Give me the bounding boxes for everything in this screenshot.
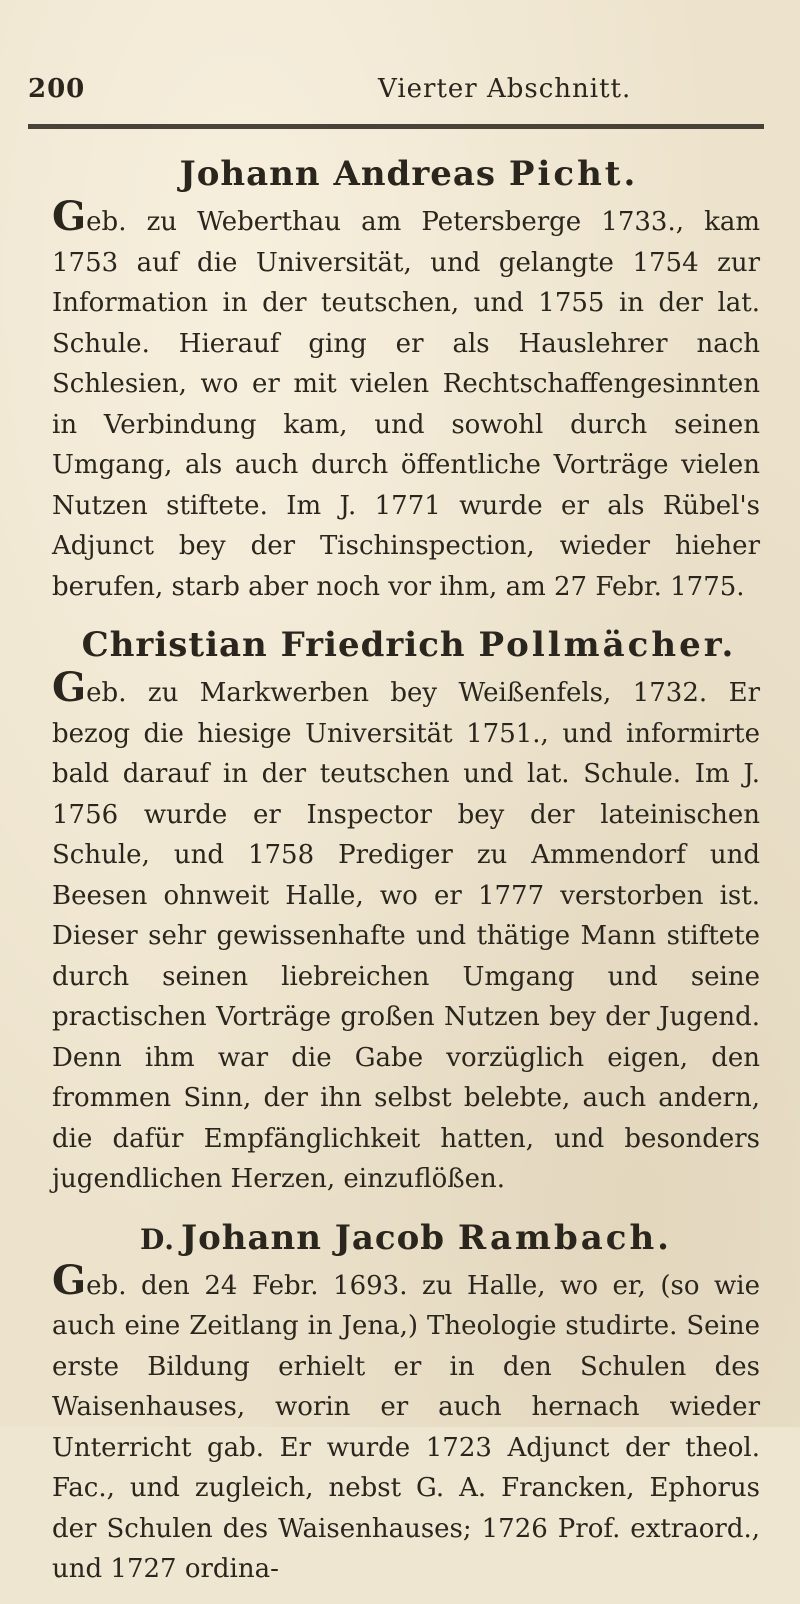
biography-entry — [52, 1214, 760, 1590]
page-body — [52, 150, 760, 1604]
entry-body: eb. den 24 Febr. 1693. zu Halle, wo er, (so wie auch eine Zeitlang in Jena,) Theologie studirte. Seine erste Bildung erhielt er in den Schulen des Waisenhauses, worin er auch hernach wieder Unterricht gab. Er wurde 1723 Adjunct der theol. Fac., und zugleich, nebst G. A. Francken, Ephorus der Schulen des Waisenhauses; 1726 Prof. extraord., und 1727 ordina- — [52, 1270, 760, 1584]
header-rule — [28, 124, 764, 129]
entry-initial: G — [52, 664, 87, 711]
entry-heading — [52, 621, 760, 671]
entry-given-names: Christian Friedrich — [81, 625, 466, 665]
entry-body: eb. zu Markwerben bey Weißenfels, 1732. Er bezog die hiesige Universität 1751., und informirte bald darauf in der teutschen und lat. Schule. Im J. 1756 wurde er Inspector bey der lateinischen Schule, und 1758 Prediger zu Ammendorf und Beesen ohnweit Halle, wo er 1777 verstorben ist. Dieser sehr gewissenhafte und thätige Mann stiftete durch seinen liebreichen Umgang und seine practischen Vorträge großen Nutzen bey der Jugend. Denn ihm war die Gabe vorzüglich eigen, den frommen Sinn, der ihn selbst belebte, auch andern, die dafür Empfänglichkeit hatten, und besonders jugendlichen Herzen, einzuflößen. — [52, 678, 760, 1194]
entry-body: eb. zu Weberthau am Petersberge 1733., kam 1753 auf die Universität, und gelangte 1754 zur Information in der teutschen, und 1755 in der lat. Schule. Hierauf ging er als Hauslehrer nach Schlesien, wo er mit vielen Rechtschaffengesinnten in Verbindung kam, und sowohl durch seinen Umgang, als auch durch öffentliche Vorträge vielen Nutzen stiftete. Im J. 1771 wurde er als Rübel's Adjunct bey der Tischinspection, wieder hieher berufen, starb aber noch vor ihm, am 27 Febr. 1775. — [52, 207, 760, 602]
entry-surname: Rambach. — [457, 1217, 673, 1258]
running-title: Vierter Abschnitt. — [378, 74, 632, 104]
entry-surname: Pollmächer. — [478, 625, 737, 665]
page-header — [28, 74, 740, 114]
entry-text — [52, 193, 760, 607]
page-number: 200 — [28, 74, 86, 104]
entry-heading — [52, 1214, 760, 1264]
entry-given-names: Johann Andreas — [179, 154, 497, 194]
entry-initial: G — [52, 193, 87, 240]
entry-heading — [52, 150, 760, 200]
entry-given-names: Johann Jacob — [181, 1217, 446, 1258]
entry-initial: G — [52, 1256, 87, 1304]
entry-text — [52, 1256, 760, 1590]
entry-text — [52, 664, 760, 1200]
entry-prefix: D. — [139, 1222, 175, 1256]
entry-surname: Picht. — [508, 154, 639, 194]
biography-entry — [52, 621, 760, 1200]
biography-entry — [52, 150, 760, 607]
